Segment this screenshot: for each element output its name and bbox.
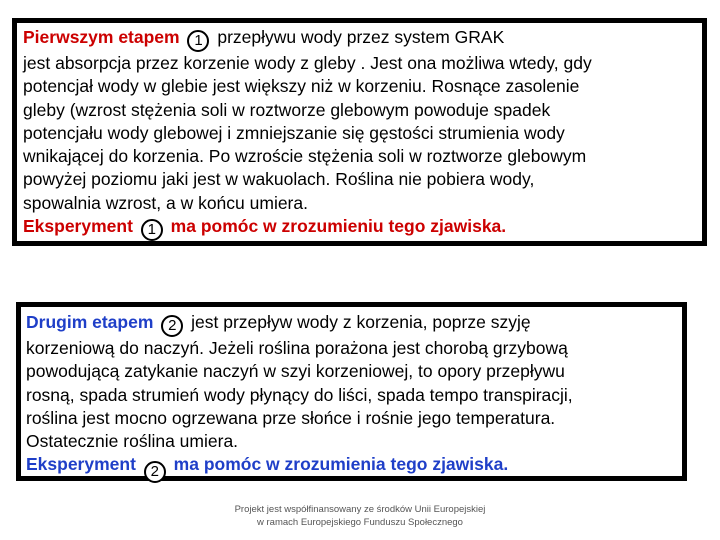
stage-two-box [16,302,687,481]
stage-two-body-line: Ostatecznie roślina umiera. [26,431,239,452]
stage-one-first-line [23,26,696,52]
funding-note-line-1: Projekt jest współfinansowany ze środków Unii Europejskiej [234,504,486,515]
stage-two-body-line: korzeniową do naczyń. Jeżeli roślina porażona jest chorobą grzybową [26,338,568,358]
stage-two-body-line: roślina jest mocno ogrzewana prze słońce i rośnie jego temperatura. [26,407,556,428]
stage-two-first-line [26,311,676,337]
experiment-one-lead: Eksperyment [23,216,133,237]
stage-one-box [12,18,707,246]
stage-two-first-line-text: jest przepływ wody z korzenia, poprze szyję [191,312,531,332]
number-badge-2: 2 [161,315,183,337]
stage-two-lead: Drugim etapem [26,312,154,332]
stage-one-body-line: powyżej poziomu jaki jest w wakuolach. Roślina nie pobiera wody, [23,169,535,190]
number-badge-1: 1 [141,219,163,241]
experiment-one-text: ma pomóc w zrozumieniu tego zjawiska. [170,216,507,237]
stage-one-body-line: gleby (wzrost stężenia soli w roztworze glebowym powoduje spadek [23,99,551,120]
stage-one-lead: Pierwszym etapem [23,27,180,47]
stage-one-body-line: wnikającej do korzenia. Po wzroście stężenia soli w roztworze glebowym [23,146,587,167]
stage-one-first-line-text: przepływu wody przez system GRAK [217,27,505,47]
experiment-two-text: ma pomóc w zrozumienia tego zjawiska. [173,454,509,475]
stage-two-body-line: rosną, spada strumień wody płynący do liści, spada tempo transpiracji, [26,384,573,405]
stage-two-body-line: powodującą zatykanie naczyń w szyi korzeniowej, to opory przepływu [26,361,565,382]
experiment-two-lead: Eksperyment [26,454,136,475]
stage-one-body-line: potencjał wody w glebie jest większy niż w korzeniu. Rosnące zasolenie [23,76,580,97]
stage-one-body-line: potencjału wody glebowej i zmniejszanie się gęstości strumienia wody [23,122,565,143]
number-badge-2: 2 [144,461,166,483]
stage-one-experiment-line [23,215,696,241]
stage-one-body-line: spowalnia wzrost, a w końcu umiera. [23,192,308,213]
stage-two-experiment-line [26,453,676,483]
number-badge-1: 1 [187,30,209,52]
funding-note-line-2: w ramach Europejskiego Funduszu Społecznego [257,517,463,528]
stage-one-body-line: jest absorpcja przez korzenie wody z gleby . Jest ona możliwa wtedy, gdy [23,53,592,73]
